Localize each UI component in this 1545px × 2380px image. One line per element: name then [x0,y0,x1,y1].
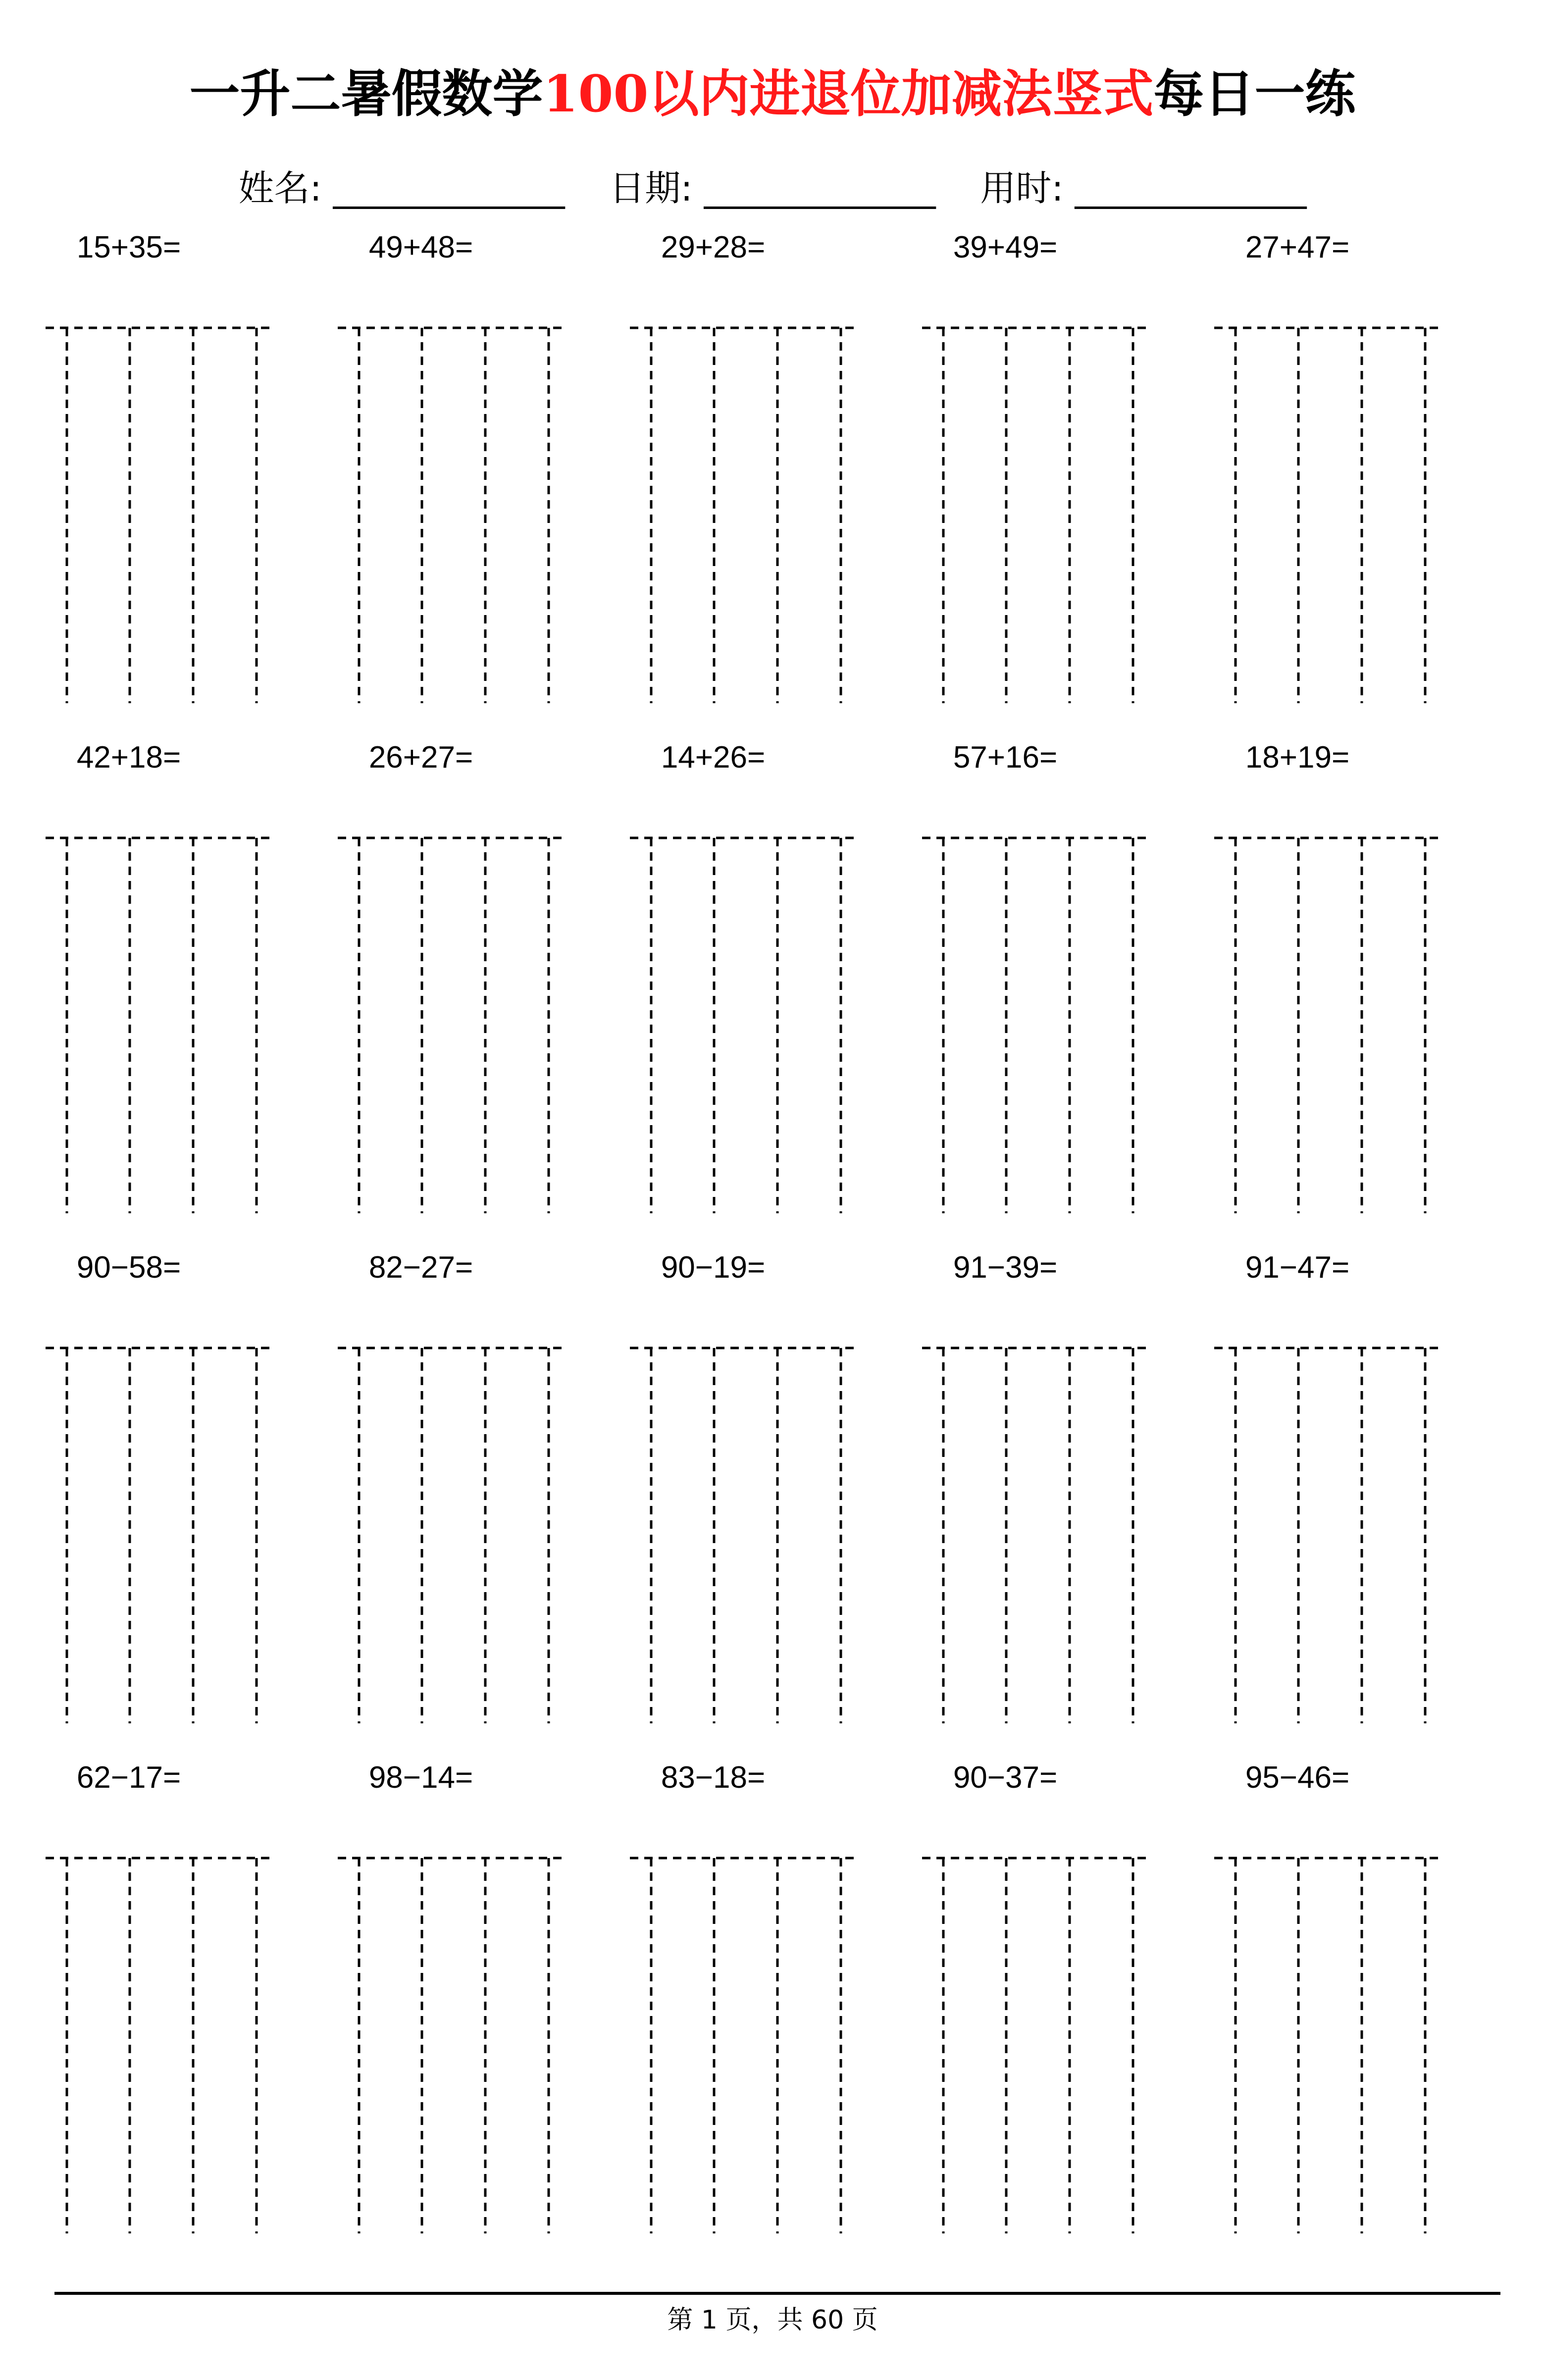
problem-4-5: 95−46= [1245,1760,1350,1795]
vertical-grid-4-3[interactable] [629,1852,857,2238]
problem-4-1: 62−17= [76,1760,181,1795]
time-label: 用时: [980,167,1064,209]
vertical-grid-4-5[interactable] [1213,1852,1441,2238]
vertical-grid-3-1[interactable] [45,1342,272,1728]
page-number: 第 1 页，共 60 页 [667,2305,878,2335]
problem-4-4: 90−37= [953,1760,1058,1795]
vertical-grid-1-5[interactable] [1213,322,1441,708]
vertical-grid-3-3[interactable] [629,1342,857,1728]
student-info-line [0,163,1545,213]
problem-3-5: 91−47= [1245,1250,1350,1285]
problem-2-2: 26+27= [368,740,473,775]
problem-4-3: 83−18= [661,1760,766,1795]
vertical-grid-2-1[interactable] [45,832,272,1218]
vertical-grid-4-2[interactable] [337,1852,565,2238]
vertical-grid-2-3[interactable] [629,832,857,1218]
problem-1-2: 49+48= [368,230,473,264]
problem-2-3: 14+26= [661,740,766,775]
problem-1-1: 15+35= [76,230,181,264]
problem-3-3: 90−19= [661,1250,766,1285]
date-field[interactable]: _____________ [704,167,936,209]
name-field[interactable]: _____________ [333,167,565,209]
problem-1-3: 29+28= [661,230,766,264]
time-field[interactable]: _____________ [1075,167,1307,209]
problem-1-5: 27+47= [1245,230,1350,264]
vertical-grid-3-2[interactable] [337,1342,565,1728]
vertical-grid-1-3[interactable] [629,322,857,708]
problem-3-4: 91−39= [953,1250,1058,1285]
vertical-grid-2-2[interactable] [337,832,565,1218]
title-part-3: 每日一练 [1153,64,1356,124]
vertical-grid-2-5[interactable] [1213,832,1441,1218]
vertical-grid-4-4[interactable] [921,1852,1149,2238]
title-part-2: 100以内进退位加减法竖式 [543,64,1154,124]
vertical-grid-2-4[interactable] [921,832,1149,1218]
vertical-grid-3-4[interactable] [921,1342,1149,1728]
problem-3-2: 82−27= [368,1250,473,1285]
title-part-1: 一升二暑假数学 [189,64,543,124]
page-title [0,59,1545,129]
problem-2-4: 57+16= [953,740,1058,775]
problem-2-1: 42+18= [76,740,181,775]
vertical-grid-1-2[interactable] [337,322,565,708]
footer-divider [54,2292,1500,2295]
problem-2-5: 18+19= [1245,740,1350,775]
vertical-grid-1-4[interactable] [921,322,1149,708]
name-label: 姓名: [238,167,322,209]
problem-4-2: 98−14= [368,1760,473,1795]
problem-1-4: 39+49= [953,230,1058,264]
date-label: 日期: [609,167,693,209]
problem-3-1: 90−58= [76,1250,181,1285]
vertical-grid-3-5[interactable] [1213,1342,1441,1728]
vertical-grid-1-1[interactable] [45,322,272,708]
vertical-grid-4-1[interactable] [45,1852,272,2238]
